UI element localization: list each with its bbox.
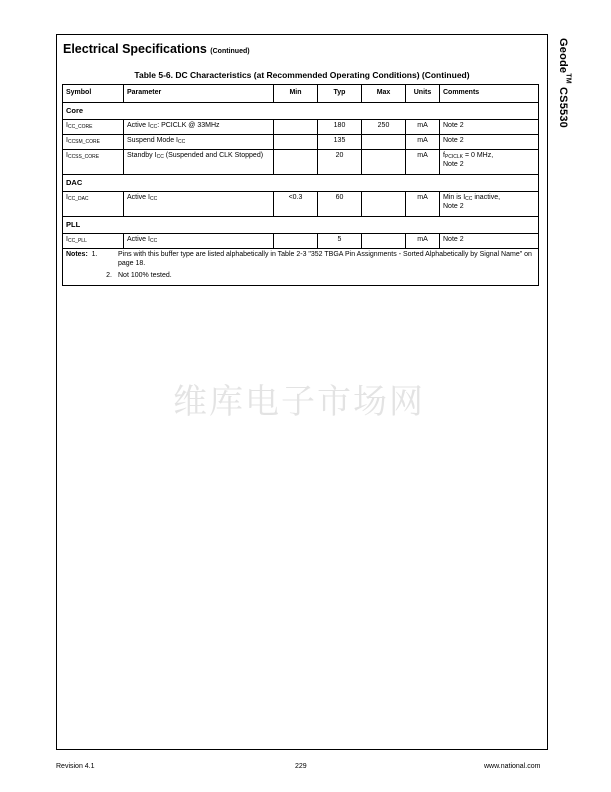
- parameter-cell: Active $I_{CC}$: [124, 234, 274, 249]
- section-row-core: [63, 103, 539, 120]
- min-cell: [274, 120, 318, 135]
- min-cell: <0.3: [274, 192, 318, 217]
- parameter-cell: Suspend Mode $I_{CC}$: [124, 135, 274, 150]
- section-label: DAC: [63, 175, 539, 192]
- product-sidebar-title: [557, 38, 572, 128]
- max-cell: [362, 192, 406, 217]
- notes-cell: [63, 249, 539, 286]
- header-parameter: Parameter: [124, 85, 274, 103]
- page-title: [63, 42, 250, 56]
- note-text: Not 100% tested.: [118, 271, 172, 279]
- comment-cell: Note 2: [440, 120, 539, 135]
- symbol-cell: $I_{CC\_DAC}$: [63, 192, 124, 217]
- units-cell: mA: [406, 234, 440, 249]
- parameter-cell: Active $I_{CC}$: PCICLK @ 33MHz: [124, 120, 274, 135]
- footer-divider: [56, 749, 548, 750]
- note-item: [66, 251, 535, 269]
- table-header-row: [63, 85, 539, 103]
- comment-cell: $f_{PCICLK} = 0$ MHz, Note 2: [440, 150, 539, 175]
- brand-name: Geode: [557, 38, 569, 74]
- header-typ: Typ: [318, 85, 362, 103]
- parameter-cell: Standby $I_{CC}$ (Suspended and CLK Stopped): [124, 150, 274, 175]
- symbol-cell: $I_{CCSM\_CORE}$: [63, 135, 124, 150]
- typ-cell: 180: [318, 120, 362, 135]
- notes-row: [63, 249, 539, 286]
- note-number: 1.: [91, 251, 98, 258]
- website-link[interactable]: www.national.com: [484, 763, 541, 770]
- max-cell: [362, 135, 406, 150]
- typ-cell: 135: [318, 135, 362, 150]
- table-row: [63, 120, 539, 135]
- page-number: 229: [295, 763, 307, 770]
- revision-label: Revision 4.1: [56, 763, 95, 770]
- symbol-cell: $I_{CCSS\_CORE}$: [63, 150, 124, 175]
- min-cell: [274, 234, 318, 249]
- section-row-pll: [63, 217, 539, 234]
- min-cell: [274, 135, 318, 150]
- max-cell: [362, 150, 406, 175]
- note-text: Pins with this buffer type are listed alphabetically in Table 2-3 "352 TBGA Pin Assignments - Sorted Alphabetically by Signal Name" on page 18.: [118, 251, 532, 267]
- table-row: [63, 135, 539, 150]
- note-number: 2.: [106, 271, 112, 279]
- section-row-dac: [63, 175, 539, 192]
- symbol-cell: $I_{CC\_CORE}$: [63, 120, 124, 135]
- units-cell: mA: [406, 192, 440, 217]
- note-item: [66, 272, 535, 281]
- table-row: [63, 234, 539, 249]
- typ-cell: 60: [318, 192, 362, 217]
- min-cell: [274, 150, 318, 175]
- section-label: Core: [63, 103, 539, 120]
- comment-cell: Min is $I_{CC}$ inactive, Note 2: [440, 192, 539, 217]
- section-label: PLL: [63, 217, 539, 234]
- units-cell: mA: [406, 135, 440, 150]
- table-caption: Table 5-6. DC Characteristics (at Recommended Operating Conditions) (Continued): [134, 70, 470, 80]
- dc-characteristics-table: [62, 84, 539, 286]
- units-cell: mA: [406, 120, 440, 135]
- comment-cell: Note 2: [440, 135, 539, 150]
- header-symbol: Symbol: [63, 85, 124, 103]
- table-row: [63, 150, 539, 175]
- table-row: [63, 192, 539, 217]
- continued-label: (Continued): [210, 48, 250, 55]
- header-min: Min: [274, 85, 318, 103]
- header-comments: Comments: [440, 85, 539, 103]
- section-title: Electrical Specifications: [63, 42, 207, 56]
- watermark-text: 维库电子市场网: [173, 382, 425, 422]
- symbol-cell: $I_{CC\_PLL}$: [63, 234, 124, 249]
- header-units: Units: [406, 85, 440, 103]
- notes-label: Notes:: [66, 251, 88, 258]
- parameter-cell: Active $I_{CC}$: [124, 192, 274, 217]
- comment-cell: Note 2: [440, 234, 539, 249]
- typ-cell: 5: [318, 234, 362, 249]
- max-cell: [362, 234, 406, 249]
- product-name: CS5530: [557, 87, 569, 128]
- typ-cell: 20: [318, 150, 362, 175]
- max-cell: 250: [362, 120, 406, 135]
- trademark-mark: TM: [564, 73, 572, 84]
- header-max: Max: [362, 85, 406, 103]
- units-cell: mA: [406, 150, 440, 175]
